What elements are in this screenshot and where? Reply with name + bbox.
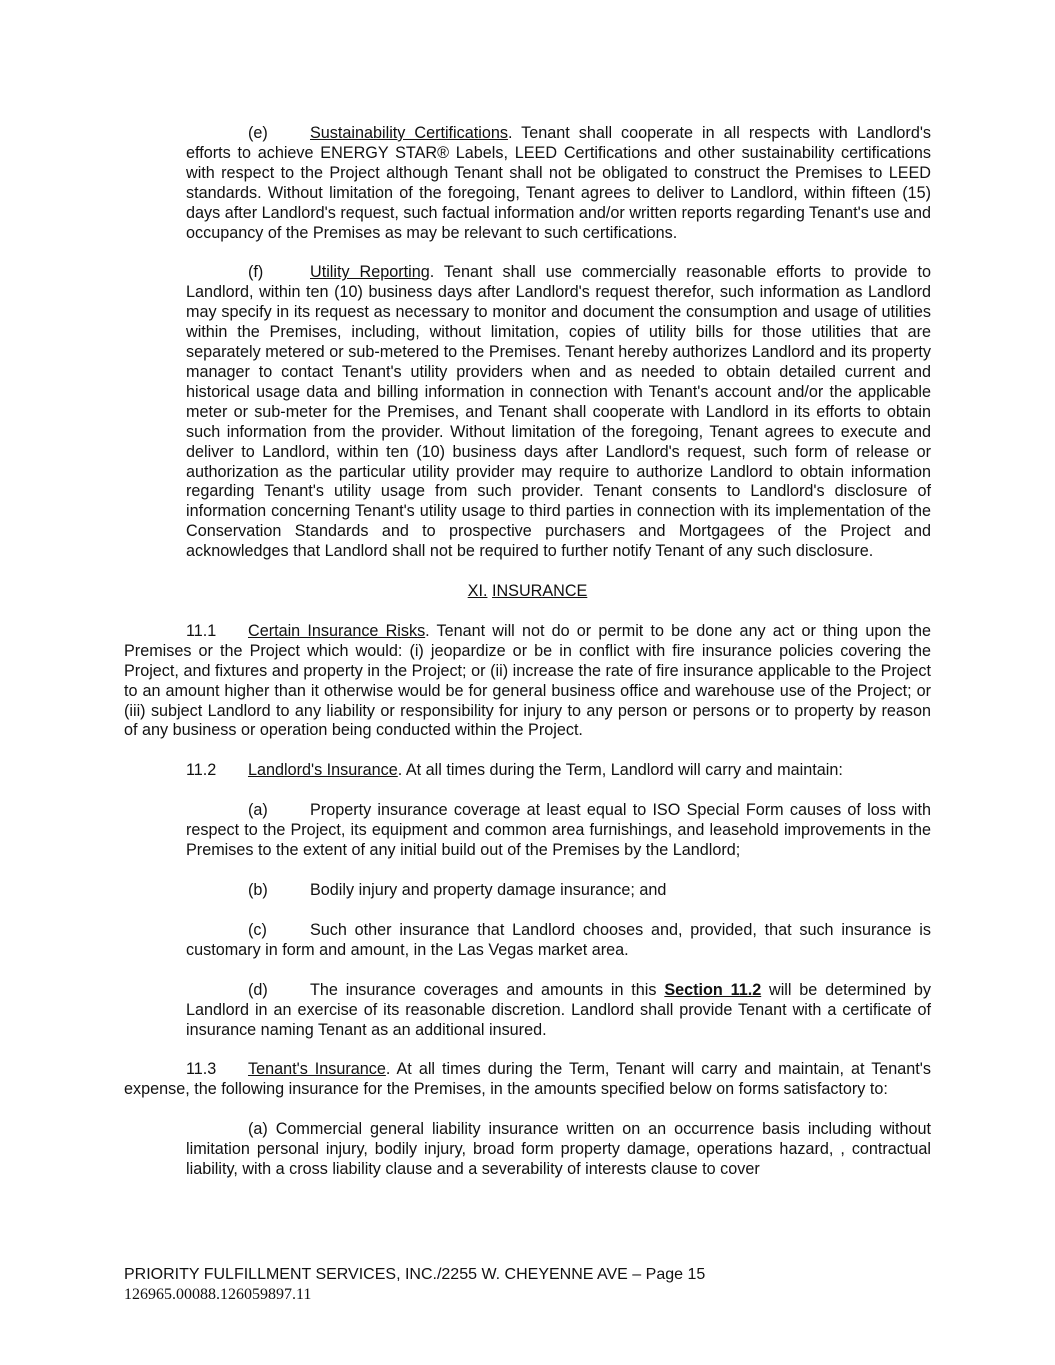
section-reference: Section 11.2 — [664, 980, 762, 999]
article-title: INSURANCE — [491, 582, 588, 601]
section-11-2-c — [124, 921, 931, 961]
footer-title: PRIORITY FULFILLMENT SERVICES, INC./2255 W. CHEYENNE AVE – Page 15 — [124, 1266, 706, 1283]
article-number: XI. — [467, 582, 488, 601]
clause-text-before: The insurance coverages and amounts in this — [310, 980, 665, 999]
section-number: 11.2 — [186, 761, 217, 780]
section-11-3 — [124, 1060, 931, 1100]
paragraph-label: (f) — [248, 263, 264, 282]
section-title: Tenant's Insurance — [248, 1060, 386, 1079]
paragraph-label: (e) — [248, 124, 268, 142]
clause-text: Bodily injury and property damage insurance; and — [310, 881, 667, 899]
section-11-2 — [124, 761, 931, 781]
section-title: Landlord's Insurance — [248, 761, 398, 780]
section-11-2-a — [124, 801, 931, 861]
section-11-3-a — [124, 1120, 931, 1180]
clause-text: Such other insurance that Landlord chooses and, provided, that such insurance is customary in form and amount, in the Las Vegas market area. — [186, 920, 931, 959]
section-11-1 — [124, 622, 931, 741]
section-title: Certain Insurance Risks — [248, 621, 426, 640]
section-11-2-b — [124, 881, 931, 901]
paragraph-title: Utility Reporting — [310, 263, 430, 282]
clause-label: (b) — [248, 881, 268, 899]
document-body — [124, 124, 931, 1200]
section-text: . Tenant will not do or permit to be done any act or thing upon the Premises or the Project which would: (i) jeopardize or be in conflict with fire insurance policies covering the Project, and fixtures and property in the Project; or (ii) increase the rate of fire insurance applicable to the Project to an amount higher than it otherwise would be for general business office and warehouse use of the Project; or (iii) subject Landlord to any liability or responsibility for injury to any person or persons or to property by reason of any business or operation being conducted within the Project. — [124, 621, 931, 740]
section-text: . At all times during the Term, Landlord will carry and maintain: — [397, 761, 843, 780]
clause-text: Property insurance coverage at least equal to ISO Special Form causes of loss with respect to the Project, its equipment and common area furnishings, and leasehold improvements in the Premises to the extent of any initial build out of the Premises by the Landlord; — [186, 801, 931, 860]
footer-document-id: 126965.00088.126059897.11 — [124, 1286, 312, 1303]
section-number: 11.3 — [186, 1060, 217, 1079]
clause-text-after: will be determined by Landlord in an exercise of its reasonable discretion. Landlord shall provide Tenant with a certificate of insurance naming Tenant as an additional insured. — [186, 980, 931, 1039]
page-footer — [124, 1265, 931, 1305]
clause-label: (d) — [248, 980, 268, 999]
clause-text: (a) Commercial general liability insurance written on an occurrence basis including without limitation personal injury, bodily injury, broad form property damage, operations hazard, , contractual liability, with a cross liability clause and a severability of interests clause to cover — [186, 1120, 931, 1179]
paragraph-text: . Tenant shall cooperate in all respects with Landlord's efforts to achieve ENERGY STAR® Labels, LEED Certifications and other sustainability certifications with respect to the Project although Tenant shall not be obligated to construct the Premises to LEED standards. Without limitation of the foregoing, Tenant agrees to deliver to Landlord, within fifteen (15) days after Landlord's request, such factual information and/or written reports regarding Tenant's use and occupancy of the Premises as may be relevant to such certifications. — [186, 124, 932, 242]
clause-label: (a) — [248, 801, 268, 820]
article-heading — [124, 582, 931, 602]
section-11-2-d — [124, 981, 931, 1041]
paragraph-title: Sustainability Certifications — [310, 124, 508, 142]
clause-label: (c) — [248, 920, 267, 939]
section-text: . At all times during the Term, Tenant will carry and maintain, at Tenant's expense, the following insurance for the Premises, in the amounts specified below on forms satisfactory to: — [124, 1060, 931, 1099]
section-number: 11.1 — [186, 621, 217, 640]
paragraph-f-utility-reporting — [124, 263, 931, 562]
paragraph-e-sustainability — [124, 124, 931, 243]
paragraph-text: . Tenant shall use commercially reasonable efforts to provide to Landlord, within ten (10) business days after Landlord's request therefor, such information as Landlord may specify in its request as necessary to monitor and document the consumption and usage of utilities within the Premises, including, without limitation, copies of utility bills for those utilities that are separately metered or sub-metered to the Premises. Tenant hereby authorizes Landlord and its property manager to contact Tenant's utility providers when and as needed to obtain detailed current and historical usage data and billing information in connection with Tenant's account and/or the applicable meter or sub-meter for the Premises, and Tenant shall cooperate with Landlord in its efforts to obtain such information from the provider. Without limitation of the foregoing, Tenant agrees to execute and deliver to Landlord, within ten (10) business days after Landlord's request, such form of release or authorization as the particular utility provider may require to authorize Landlord to obtain information regarding Tenant's utility usage from such provider. Tenant consents to Landlord's disclosure of information concerning Tenant's utility usage to third parties in connection with its implementation of the Conservation Standards and to prospective purchasers and Mortgagees of the Project and acknowledges that Landlord shall not be required to further notify Tenant of any such disclosure. — [186, 263, 931, 561]
